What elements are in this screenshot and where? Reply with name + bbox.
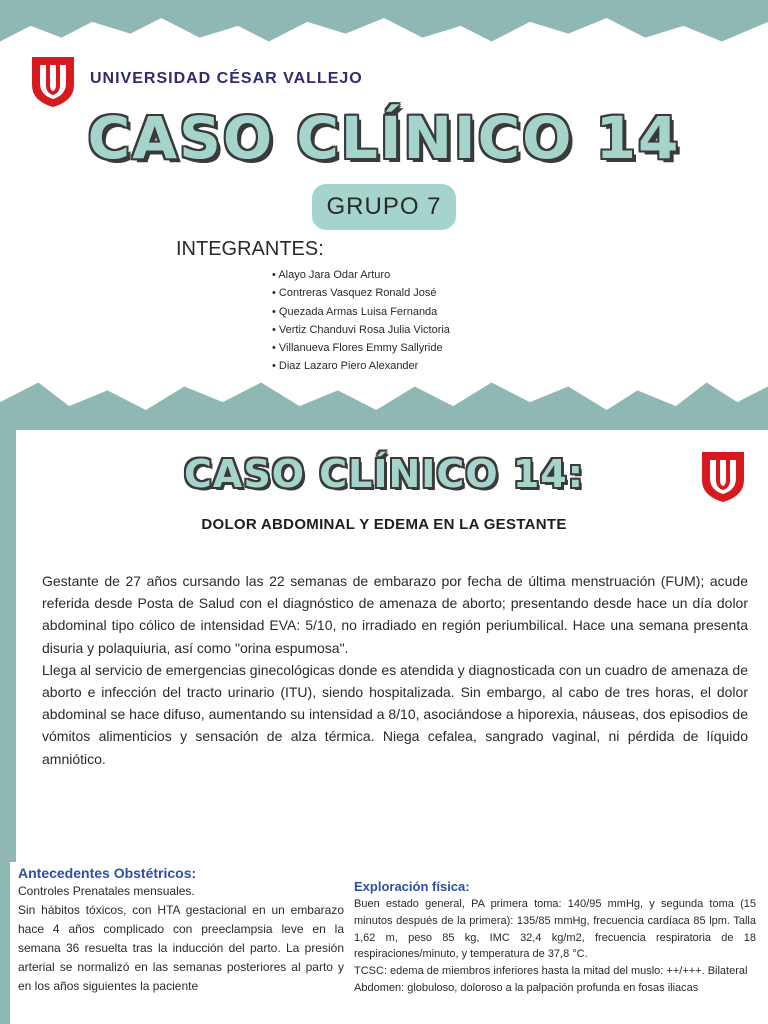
obstetric-history-column [18,864,344,996]
member-item: • Alayo Jara Odar Arturo [272,266,450,284]
case-description [42,570,748,770]
group-badge: GRUPO 7 [312,184,456,230]
cover-slide [0,0,768,430]
physical-exam-line: Buen estado general, PA primera toma: 140/95 mmHg, y segunda toma (15 minutos después de la primera): 135/85 mmHg, frecuencia cardíaca 85 lpm. Talla 1,62 m, peso 85 kg, IMC 32,4 kg/m2, frecuencia respiratoria de 18 respiraciones/minuto, y temperatura de 37,8 °C. [354,898,756,961]
members-label: INTEGRANTES: [176,238,324,260]
member-item: • Vertiz Chanduvi Rosa Julia Victoria [272,321,450,339]
university-name: UNIVERSIDAD CÉSAR VALLEJO [90,70,363,87]
member-item: • Contreras Vasquez Ronald José [272,284,450,302]
physical-exam-title: Exploración física: [354,879,470,894]
member-item: • Quezada Armas Luisa Fernanda [272,303,450,321]
members-list [272,266,450,376]
member-item: • Villanueva Flores Emmy Sallyride [272,339,450,357]
slide-edge [0,862,10,1024]
cover-title: CASO CLÍNICO 14 [87,104,681,172]
ucv-shield-logo [30,55,76,109]
physical-exam-column [354,878,756,997]
physical-exam-line: Abdomen: globuloso, doloroso a la palpación profunda en fosas iliacas [354,981,699,994]
details-slide [0,862,768,1024]
member-item: • Diaz Lazaro Piero Alexander [272,357,450,375]
obstetric-history-title: Antecedentes Obstétricos: [18,865,197,881]
case-subtitle: DOLOR ABDOMINAL Y EDEMA EN LA GESTANTE [201,516,567,533]
physical-exam-line: TCSC: edema de miembros inferiores hasta la mitad del muslo: ++/+++. Bilateral [354,965,748,978]
case-title: CASO CLÍNICO 14: [184,452,584,496]
case-paragraph: Gestante de 27 años cursando las 22 semanas de embarazo por fecha de última menstruación (FUM); acude referida desde Posta de Salud con el diagnóstico de amenaza de aborto; presentando desde hace un día dolor abdominal tipo cólico de intensidad EVA: 5/10, no irradiado en región periumbilical. Hace una semana presenta disuria y polaquiuria, así como "orina espumosa". [42,573,748,656]
obstetric-history-line: Sin hábitos tóxicos, con HTA gestacional en un embarazo hace 4 años complicado con preeclampsia leve en la semana 36 resuelta tras la inducción del parto. La presión arterial se normalizó en las semanas posteriores al parto y en los años siguientes la paciente [18,903,344,993]
obstetric-history-line: Controles Prenatales mensuales. [18,884,195,898]
case-paragraph: Llega al servicio de emergencias ginecológicas donde es atendida y diagnosticada con un cuadro de amenaza de aborto e infección del tracto urinario (ITU), siendo hospitalizada. Sin embargo, al cabo de tres horas, el dolor abdominal se hace difuso, aumentando su intensidad a 8/10, asociándose a hiporexia, náuseas, dos episodios de vómitos alimenticios y sensación de alza térmica. Niega cefalea, sangrado vaginal, ni pérdida de líquido amniótico. [42,661,748,767]
case-slide [0,430,768,862]
ucv-shield-logo [700,450,746,504]
